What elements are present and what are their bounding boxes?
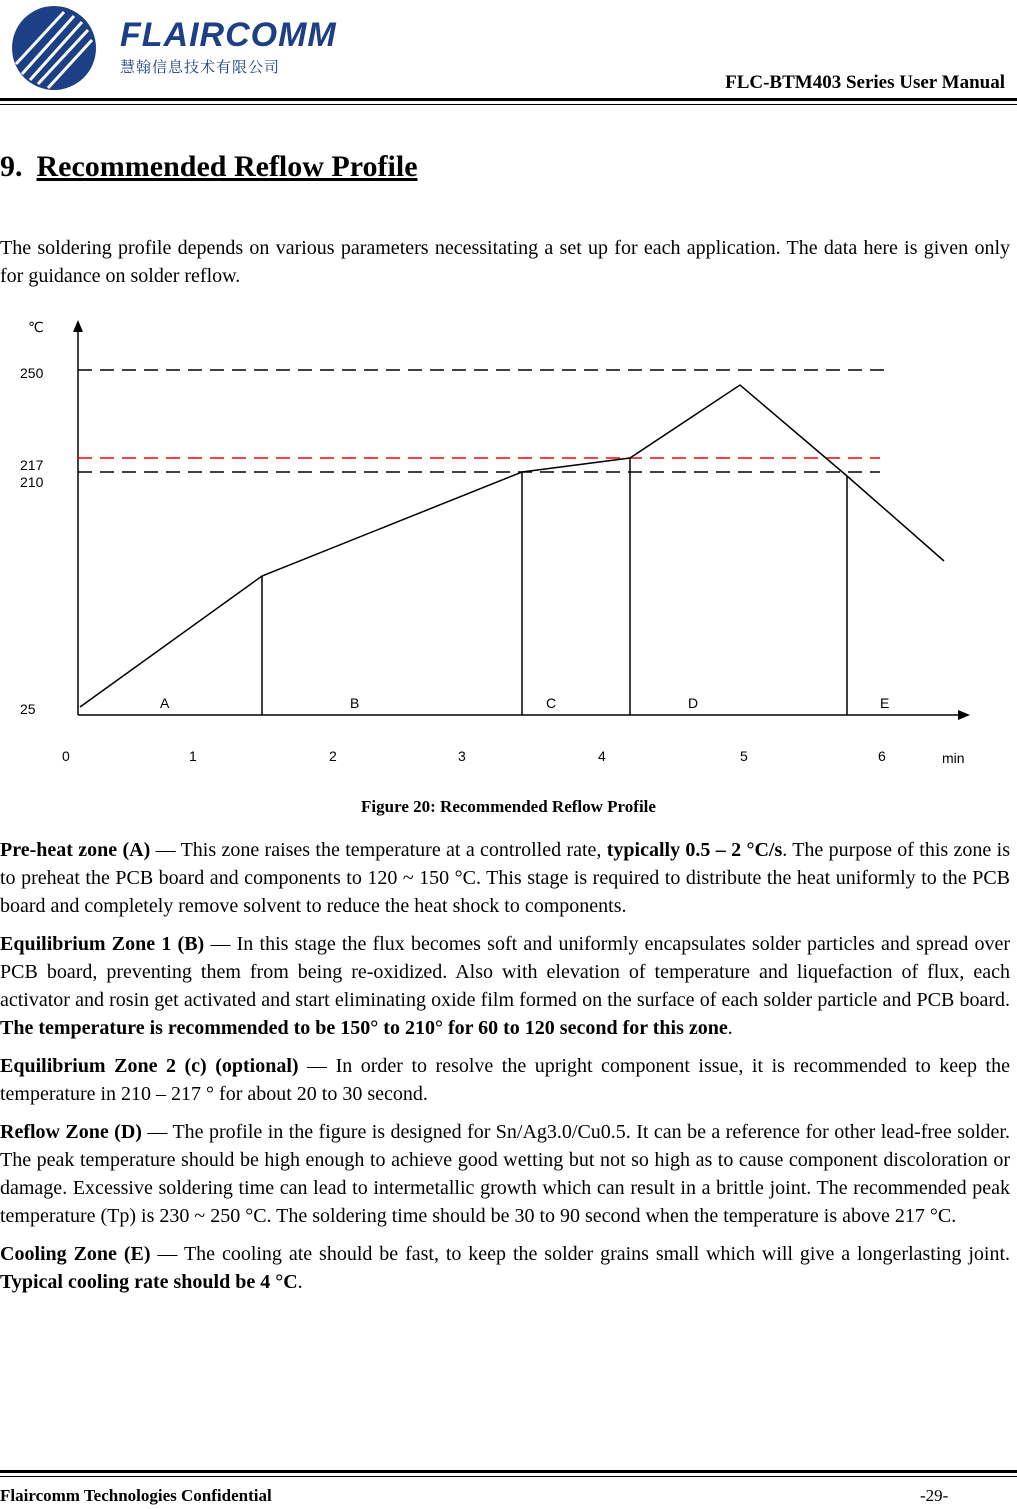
cooling-text-a: — The cooling ate should be fast, to keep the solder grains small which will give a longerlasting joint. [150, 1243, 1010, 1265]
equilibrium1-paragraph [0, 930, 1010, 1042]
cooling-text-b: . [297, 1271, 303, 1293]
y-axis-label: ℃ [28, 319, 44, 335]
reflow-text: — The profile in the figure is designed for Sn/Ag3.0/Cu0.5. It can be a reference for other lead-free solder. The peak temperature should be high enough to achieve good wetting but not so high as to cause component discoloration or damage. Excessive soldering time can lead to intermetallic growth which can result in a brittle joint. The recommended peak temperature (Tp) is 230 ~ 250 °C. The soldering time should be 30 to 90 second when the temperature is above 217 °C. [0, 1121, 1010, 1227]
equilibrium1-text-b: . [727, 1017, 733, 1039]
preheat-text-a: — This zone raises the temperature at a controlled rate, [150, 839, 607, 861]
company-logo [8, 4, 337, 92]
footer-rule-thick [0, 1470, 1017, 1473]
x-tick-label-3: 3 [458, 748, 466, 764]
logo-chinese-name: 慧翰信息技术有限公司 [120, 58, 281, 76]
figure-caption: Figure 20: Recommended Reflow Profile [361, 797, 656, 816]
section-number: 9. [0, 150, 23, 183]
x-axis-arrow [958, 710, 970, 720]
section-title: Recommended Reflow Profile [36, 150, 418, 183]
zone-label-e: E [880, 695, 890, 711]
logo-wordmark: FLAIRCOMM [120, 16, 337, 54]
document-title: FLC-BTM403 Series User Manual [725, 72, 1005, 93]
page-header [0, 0, 1017, 106]
logo-globe-icon [8, 4, 104, 92]
zone-label-b: B [350, 695, 360, 711]
zone-descriptions [0, 836, 1010, 1306]
y-axis-arrow [73, 320, 83, 332]
cooling-rate: Typical cooling rate should be 4 °C [0, 1271, 298, 1293]
equilibrium2-heading: Equilibrium Zone 2 (c) (optional) [0, 1055, 299, 1077]
preheat-heading: Pre-heat zone (A) [0, 839, 151, 861]
reflow-profile-chart [0, 310, 1017, 780]
reflow-paragraph [0, 1118, 1010, 1230]
header-rule-thick [0, 98, 1017, 101]
cooling-heading: Cooling Zone (E) [0, 1243, 151, 1265]
y-tick-label-210: 210 [20, 474, 44, 490]
y-tick-label-217: 217 [20, 457, 44, 473]
preheat-rate: typically 0.5 – 2 °C/s [606, 839, 783, 861]
y-tick-label-250: 250 [20, 365, 44, 381]
profile-line [80, 385, 944, 707]
footer-rule-thin [0, 1476, 1017, 1477]
reflow-heading: Reflow Zone (D) [0, 1121, 142, 1143]
x-tick-label-5: 5 [740, 748, 748, 764]
preheat-paragraph [0, 836, 1010, 920]
x-tick-label-1: 1 [189, 748, 197, 764]
equilibrium1-text-a: — In this stage the flux becomes soft and uniformly encapsulates solder particles and spread over PCB board, preventing them from being re-oxidized. Also with elevation of temperature and liquefaction of flux, each activator and rosin get activated and start eliminating oxide film formed on the surface of each solder particle and PCB board. [0, 933, 1010, 1011]
zone-label-d: D [688, 695, 699, 711]
equilibrium1-recommendation: The temperature is recommended to be 150° to 210° for 60 to 120 second for this zone [0, 1017, 728, 1039]
equilibrium2-paragraph [0, 1052, 1010, 1108]
x-tick-label-4: 4 [598, 748, 606, 764]
zone-label-a: A [160, 695, 170, 711]
section-heading [0, 150, 418, 184]
intro-paragraph: The soldering profile depends on various parameters necessitating a set up for each application. The data here is given only for guidance on solder reflow. [0, 237, 1010, 287]
cooling-paragraph [0, 1240, 1010, 1296]
page-number: -29- [920, 1486, 949, 1505]
footer-confidential: Flaircomm Technologies Confidential [0, 1486, 272, 1505]
header-rule-thin [0, 104, 1017, 105]
zone-label-c: C [546, 695, 557, 711]
y-tick-label-25: 25 [20, 701, 36, 717]
x-axis-label: min [942, 750, 965, 766]
x-tick-label-0: 0 [62, 748, 70, 764]
equilibrium1-heading: Equilibrium Zone 1 (B) [0, 933, 205, 955]
x-tick-label-6: 6 [878, 748, 886, 764]
equilibrium2-text: — In order to resolve the upright component issue, it is recommended to keep the temperature in 210 – 217 ° for about 20 to 30 second. [0, 1055, 1010, 1105]
x-tick-label-2: 2 [329, 748, 337, 764]
preheat-text-b: . The purpose of this zone is to preheat the PCB board and components to 120 ~ 150 °C. This stage is required to distribute the heat uniformly to the PCB board and completely remove solvent to reduce the heat shock to components. [0, 839, 1010, 917]
